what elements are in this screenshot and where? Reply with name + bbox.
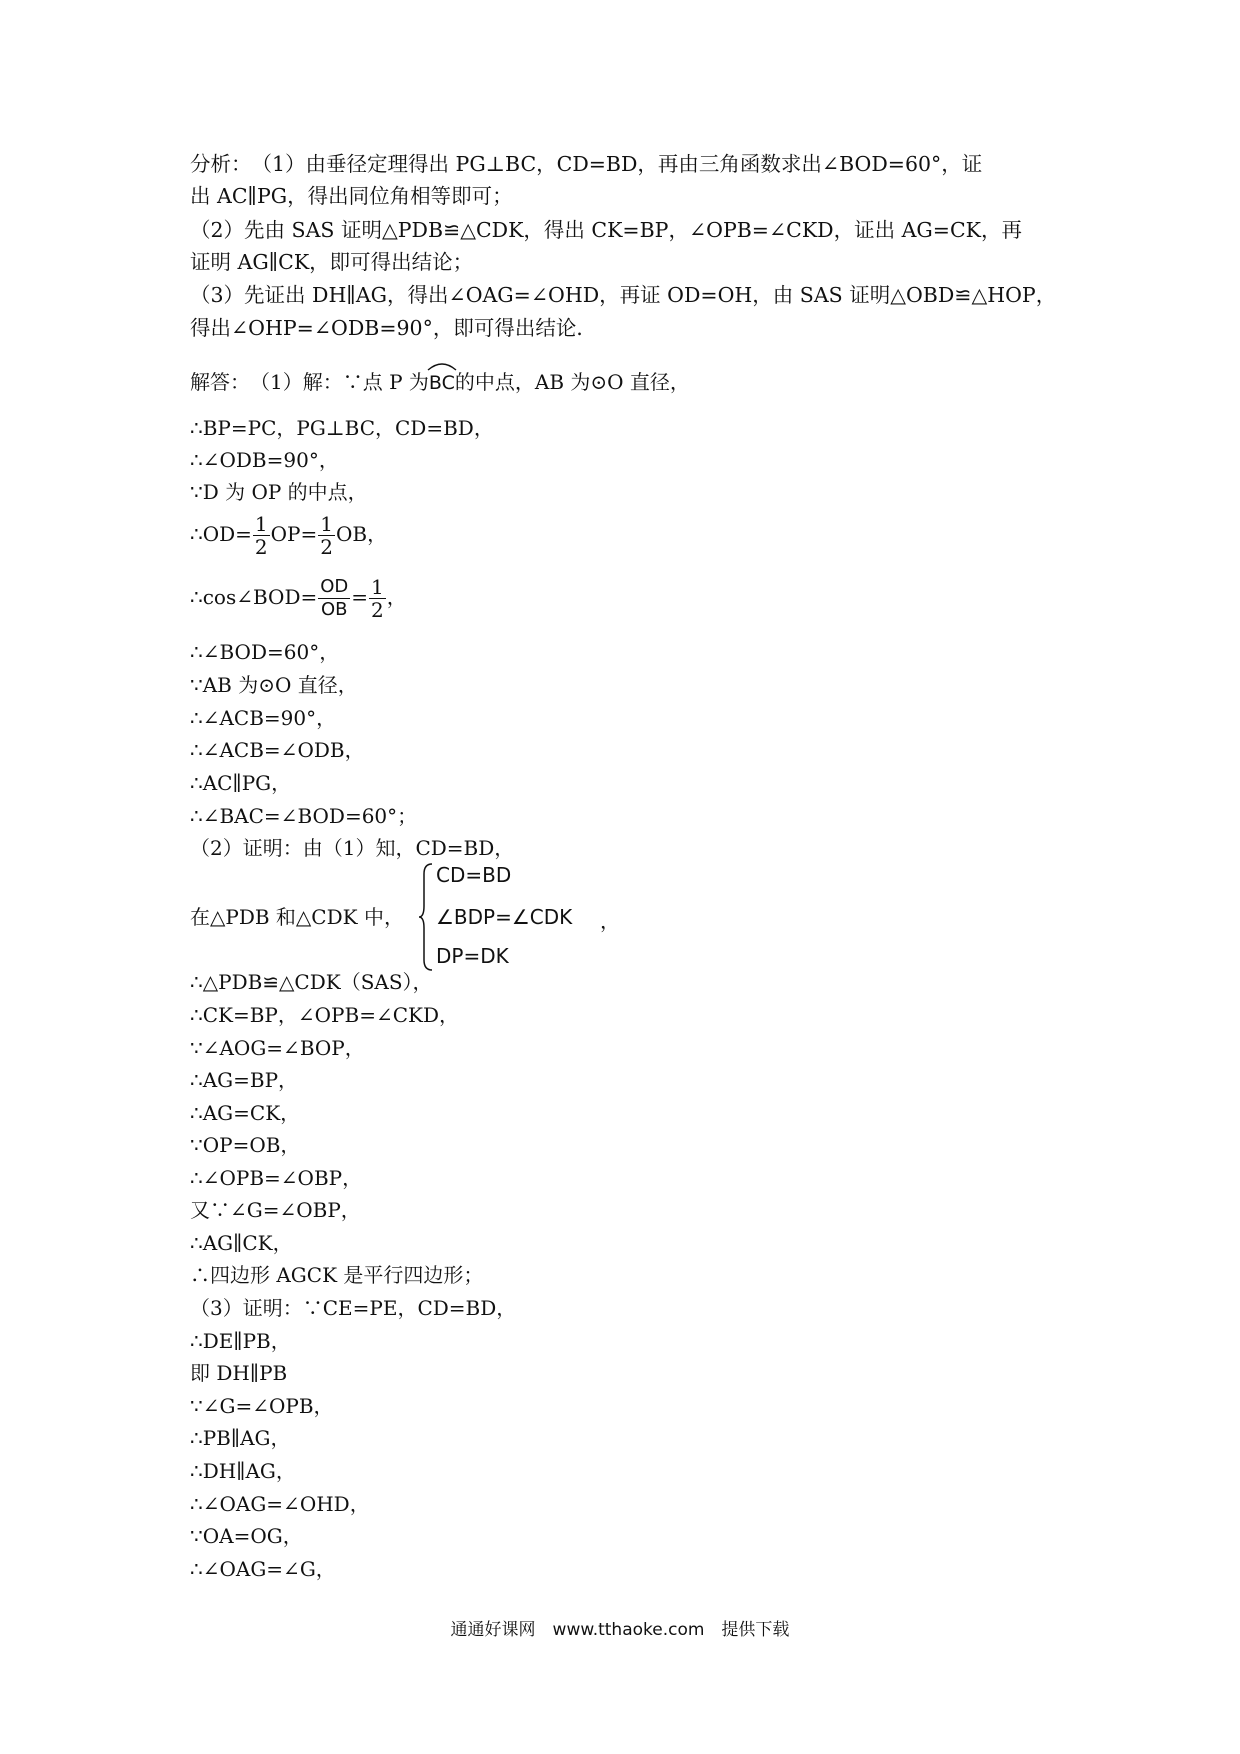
- answer-rest-line: ∴∠OAG=∠G，: [190, 1557, 336, 1581]
- analysis-line-2: 出 AC∥PG，得出同位角相等即可；: [190, 184, 513, 208]
- system-row-3: DP=DK: [436, 944, 509, 968]
- answer-line-3: ∴∠ODB=90°，: [190, 448, 339, 472]
- left-brace-icon: [418, 862, 434, 972]
- answer-rest-line: ∴AG=BP，: [190, 1068, 299, 1092]
- arc-label: BC: [428, 372, 455, 394]
- fraction-half-1: [253, 513, 270, 558]
- answer-line-10: ∴∠ACB=∠ODB，: [190, 738, 365, 762]
- answer-line-2: ∴BP=PC，PG⊥BC，CD=BD，: [190, 416, 494, 440]
- analysis-line-6: 得出∠OHP=∠ODB=90°，即可得出结论．: [190, 316, 597, 340]
- answer-line-6: [190, 573, 407, 621]
- fraction-denominator: 2: [320, 535, 334, 559]
- answer-rest-line: ∴DH∥AG，: [190, 1459, 296, 1483]
- fraction-od-ob: [318, 576, 350, 621]
- answer-rest-line: 即 DH∥PB: [190, 1361, 288, 1385]
- answer-rest-line: ∴PB∥AG，: [190, 1426, 291, 1450]
- answer-line-5: [190, 510, 387, 558]
- answer-rest-line: ∵∠AOG=∠BOP，: [190, 1036, 365, 1060]
- answer-rest-line: ∴四边形 AGCK 是平行四边形；: [190, 1263, 484, 1287]
- answer-line-7: ∴∠BOD=60°，: [190, 640, 340, 664]
- fraction-half-2: [318, 513, 335, 558]
- answer-line-12: ∴∠BAC=∠BOD=60°；: [190, 804, 418, 828]
- fraction-half-3: [369, 576, 386, 621]
- arc-mark-icon: [427, 361, 457, 371]
- answer-line-6-a: ∴cos∠BOD=: [190, 585, 318, 609]
- answer-line-1: [190, 370, 690, 395]
- answer-line-11: ∴AC∥PG，: [190, 771, 292, 795]
- page-footer: 通通好课网 www.tthaoke.com 提供下载: [450, 1620, 790, 1640]
- analysis-line-5: （3）先证出 DH∥AG，得出∠OAG=∠OHD，再证 OD=OH，由 SAS 证明△OBD≌△HOP，: [190, 283, 1057, 307]
- fraction-numerator: OD: [320, 576, 349, 597]
- answer-rest-line: ∴CK=BP，∠OPB=∠CKD，: [190, 1003, 459, 1027]
- answer-line-5-a: ∴OD=: [190, 522, 252, 546]
- analysis-line-4: 证明 AG∥CK，即可得出结论；: [190, 250, 474, 274]
- answer-rest-line: 又∵∠G=∠OBP，: [190, 1198, 361, 1222]
- fraction-numerator: 1: [320, 512, 334, 536]
- answer-line-9: ∴∠ACB=90°，: [190, 706, 337, 730]
- analysis-line-3: （2）先由 SAS 证明△PDB≌△CDK，得出 CK=BP，∠OPB=∠CKD，证出 AG=CK，再: [190, 218, 1022, 242]
- answer-line-8: ∵AB 为⊙O 直径，: [190, 673, 358, 697]
- answer-line-14: 在△PDB 和△CDK 中，: [190, 905, 404, 929]
- answer-line-6-c: ，: [386, 585, 407, 609]
- fraction-numerator: 1: [371, 575, 384, 599]
- fraction-numerator: 1: [254, 512, 268, 536]
- fraction-denominator: 2: [371, 598, 384, 622]
- answer-rest-line: ∴AG=CK，: [190, 1101, 301, 1125]
- answer-rest-line: ∵∠G=∠OPB，: [190, 1394, 334, 1418]
- answer-rest-line: ∵OA=OG，: [190, 1524, 303, 1548]
- answer-line-6-b: =: [351, 585, 369, 609]
- answer-rest-line: ∴DE∥PB，: [190, 1329, 291, 1353]
- system-row-1: CD=BD: [436, 863, 512, 887]
- answer-line-5-b: OP=: [270, 522, 318, 546]
- answer-rest-line: ∴∠OPB=∠OBP，: [190, 1166, 363, 1190]
- answer-rest-line: ∴△PDB≌△CDK（SAS），: [190, 970, 433, 994]
- answer-rest-line: ∴∠OAG=∠OHD，: [190, 1492, 370, 1516]
- system-row-2: ∠BDP=∠CDK: [436, 905, 573, 929]
- fraction-denominator: 2: [254, 535, 268, 559]
- answer-line-5-c: OB，: [336, 522, 388, 546]
- answer-line-4: ∵D 为 OP 的中点，: [190, 480, 368, 504]
- answer-rest-line: ∴AG∥CK，: [190, 1231, 293, 1255]
- analysis-line-1: 分析： （1）由垂径定理得出 PG⊥BC，CD=BD，再由三角函数求出∠BOD=60°，证: [190, 152, 983, 176]
- answer-rest-line: ∵OP=OB，: [190, 1133, 301, 1157]
- answer-line-1-post: 的中点，AB 为⊙O 直径，: [454, 370, 690, 394]
- fraction-denominator: OB: [321, 599, 348, 620]
- system-comma: ，: [600, 909, 620, 933]
- answer-line-13: （2）证明：由（1）知，CD=BD，: [190, 836, 515, 860]
- answer-rest-line: （3）证明：∵CE=PE，CD=BD，: [190, 1296, 517, 1320]
- arc-bc: [429, 370, 455, 395]
- answer-line-1-pre: 解答： （1）解：∵点 P 为: [190, 370, 429, 394]
